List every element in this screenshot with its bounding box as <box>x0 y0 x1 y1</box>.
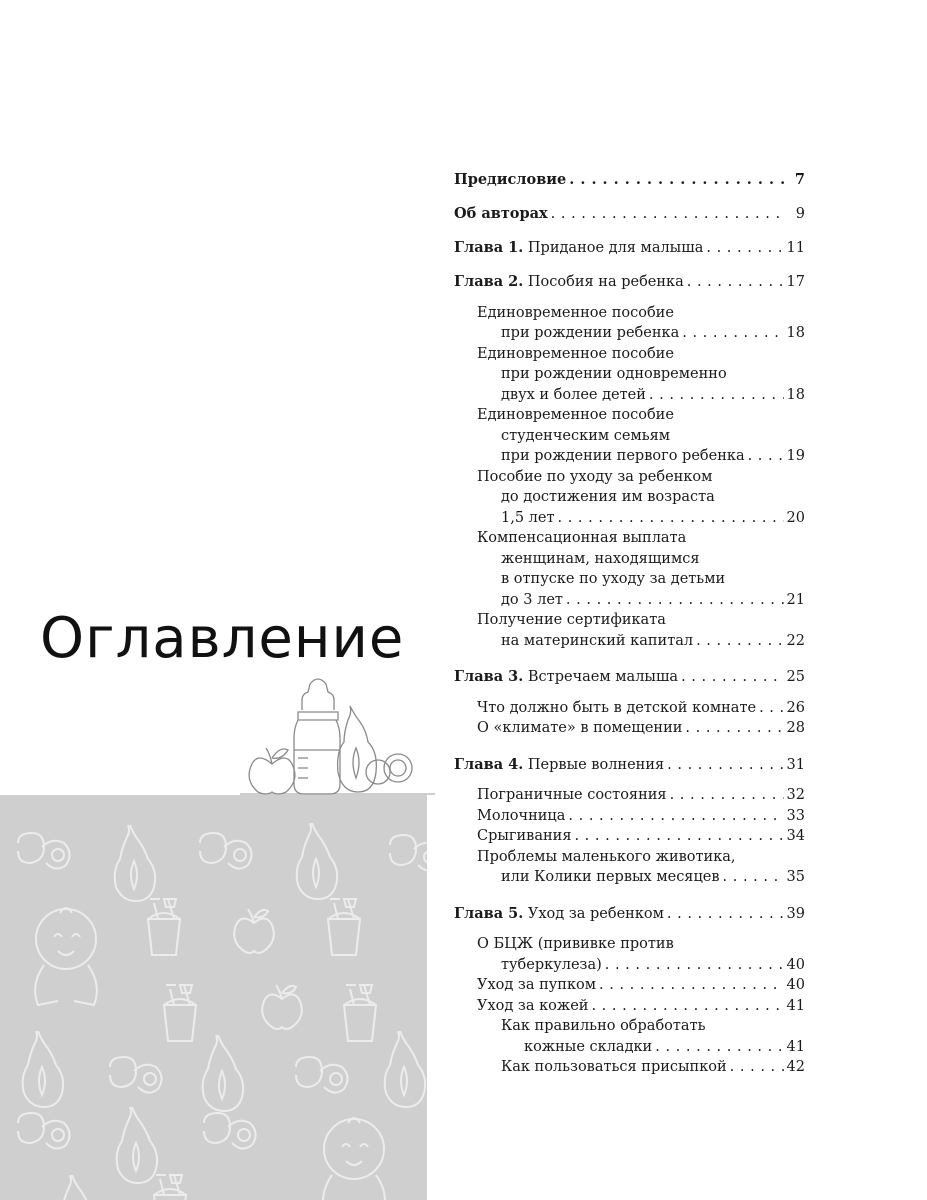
baby-food-illustration <box>240 672 435 797</box>
toc-entry[interactable]: Как правильно обработать кожные складки . . . 41 <box>454 1016 805 1057</box>
pacifier-icon <box>366 754 412 784</box>
decorative-pattern-panel <box>0 795 427 1200</box>
page-number: 19 <box>786 448 805 464</box>
page-number: 35 <box>786 869 805 885</box>
toc-entry[interactable]: Об авторах . . . 9 <box>454 204 805 225</box>
page-number: 33 <box>786 807 805 824</box>
page-number: 28 <box>786 720 805 736</box>
dot-leader <box>667 757 783 775</box>
page-number: 25 <box>786 669 805 685</box>
page-number: 9 <box>795 206 805 222</box>
toc-entry[interactable]: Срыгивания . . . 34 <box>477 826 805 847</box>
dot-leader <box>682 326 783 344</box>
dot-leader <box>591 998 783 1016</box>
page-number: 17 <box>786 274 805 290</box>
toc-entry[interactable]: О БЦЖ (прививке против туберкулеза) . . . 40 <box>454 934 805 975</box>
toc-entry[interactable]: Единовременное пособие при рождении ребенка . . . 18 <box>454 303 805 344</box>
dot-leader <box>685 721 783 739</box>
dot-leader <box>551 207 784 225</box>
page-title: Оглавление <box>40 606 405 671</box>
page-number: 20 <box>786 509 805 526</box>
page-number: 21 <box>786 591 805 608</box>
dot-leader <box>730 1060 784 1078</box>
dot-leader <box>655 1039 783 1057</box>
toc-chapter-2[interactable]: Глава 2. Пособия на ребенка . . . 17 <box>454 272 805 293</box>
toc-entry[interactable]: Уход за пупком . . . 40 <box>477 975 805 996</box>
toc-entry[interactable]: Получение сертификата на материнский капитал . . . 22 <box>454 610 805 651</box>
dot-leader <box>696 633 783 651</box>
dot-leader <box>748 449 784 467</box>
dot-leader <box>687 275 784 293</box>
dot-leader <box>759 700 783 718</box>
toc-entry[interactable]: Пособие по уходу за ребенком до достижения им возраста 1,5 лет . . . 20 <box>454 467 805 529</box>
toc-entry[interactable]: Компенсационная выплата женщинам, находящимся в отпуске по уходу за детьми до 3 лет . . . 21 <box>454 528 805 610</box>
page-number: 42 <box>786 1059 805 1075</box>
toc-chapter-3[interactable]: Глава 3. Встречаем малыша . . . 25 <box>454 667 805 688</box>
page-number: 40 <box>786 956 805 973</box>
page-number: 7 <box>794 171 805 188</box>
dot-leader <box>681 670 783 688</box>
toc-entry[interactable]: Как пользоваться присыпкой . . . 42 <box>501 1057 805 1078</box>
dot-leader <box>574 829 783 847</box>
toc-entry[interactable]: Проблемы маленького животика, или Колики первых месяцев . . . 35 <box>454 847 805 888</box>
toc-entry[interactable]: Единовременное пособие при рождении одновременно двух и более детей . . . 18 <box>454 344 805 406</box>
page-number: 26 <box>786 699 805 716</box>
page-number: 41 <box>786 997 805 1014</box>
toc-entry[interactable]: Молочница . . . 33 <box>477 806 805 827</box>
dot-leader <box>569 173 784 191</box>
dot-leader <box>599 978 784 996</box>
toc-entry[interactable]: О «климате» в помещении . . . 28 <box>477 718 805 739</box>
apple-icon <box>249 748 295 794</box>
dot-leader <box>723 870 784 888</box>
dot-leader <box>605 957 784 975</box>
page-number: 34 <box>786 828 805 844</box>
page-number: 32 <box>786 787 805 803</box>
page-number: 31 <box>786 756 805 773</box>
toc-entry[interactable]: Уход за кожей . . . 41 <box>477 996 805 1017</box>
page-number: 11 <box>786 240 805 256</box>
table-of-contents <box>454 170 805 1078</box>
toc-entry[interactable]: Единовременное пособие студенческим семьям при рождении первого ребенка . . . 19 <box>454 405 805 467</box>
pear-icon <box>338 706 377 792</box>
page-number: 41 <box>786 1038 805 1055</box>
dot-leader <box>667 906 784 924</box>
page-number: 39 <box>786 905 805 922</box>
toc-chapter-4[interactable]: Глава 4. Первые волнения . . . 31 <box>454 755 805 776</box>
toc-entry[interactable]: Что должно быть в детской комнате . . . 26 <box>477 698 805 719</box>
page-number: 22 <box>786 632 805 649</box>
baby-bottle-icon <box>294 679 340 794</box>
dot-leader <box>649 387 784 405</box>
dot-leader <box>568 808 783 826</box>
dot-leader <box>670 788 784 806</box>
page-number: 40 <box>786 977 805 993</box>
toc-entry[interactable]: Предисловие . . . 7 <box>454 170 805 191</box>
dot-leader <box>557 510 783 528</box>
dot-leader <box>706 241 783 259</box>
dot-leader <box>566 592 784 610</box>
page-number: 18 <box>786 325 805 341</box>
toc-chapter-5[interactable]: Глава 5. Уход за ребенком . . . 39 <box>454 904 805 925</box>
toc-entry[interactable]: Пограничные состояния . . . 32 <box>477 785 805 806</box>
page-number: 18 <box>786 386 805 403</box>
toc-chapter-1[interactable]: Глава 1. Приданое для малыша . . . 11 <box>454 238 805 259</box>
